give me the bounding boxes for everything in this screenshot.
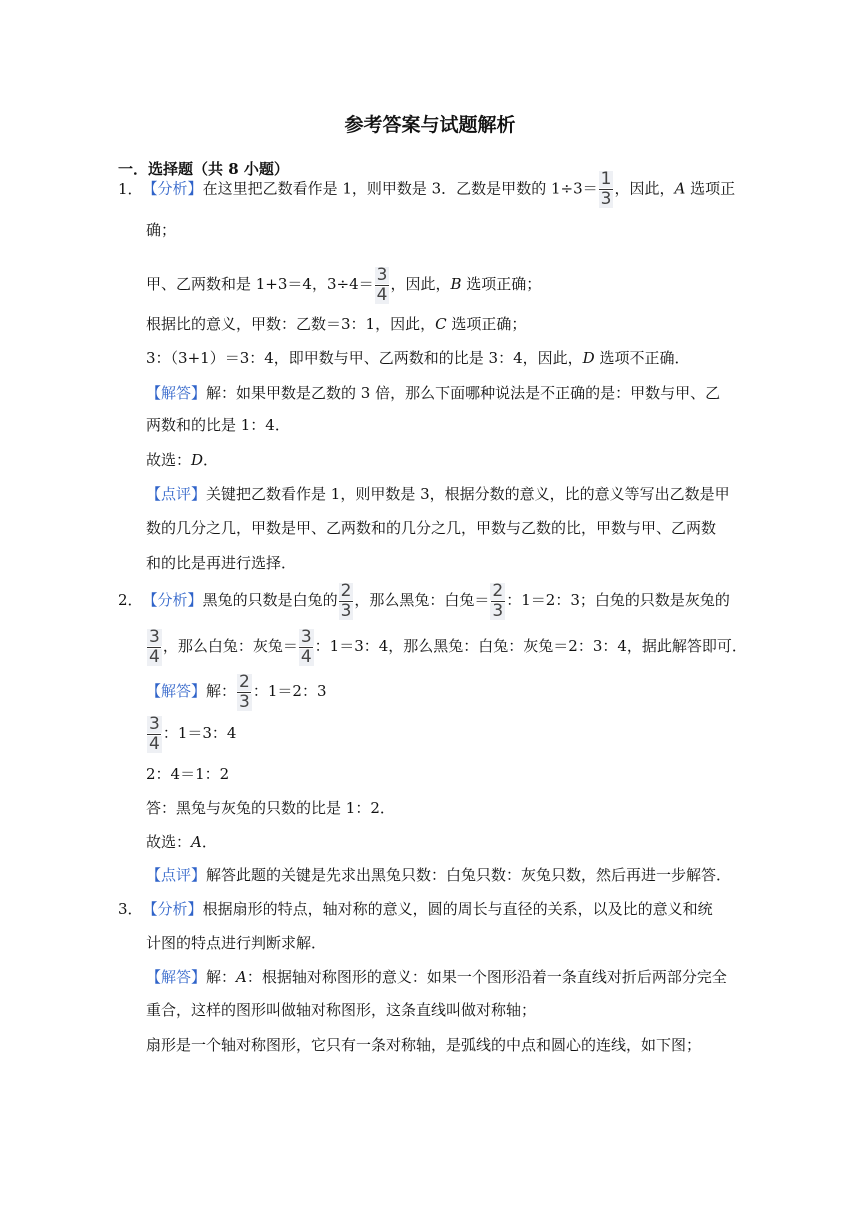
- text: 故选：: [146, 451, 192, 469]
- fraction-2-3: $\frac{2}{3}$: [492, 580, 504, 621]
- text: 选项正确；: [446, 315, 527, 333]
- q1-answer: [146, 449, 218, 471]
- q3-solution-line-2: 重合，这样的图形叫做轴对称图形，这条直线叫做对称轴；: [146, 1001, 537, 1019]
- text: ．: [201, 833, 217, 851]
- option-letter: B: [450, 275, 462, 293]
- text: 根据比的意义，甲数：乙数＝3：1，因此，: [146, 315, 436, 333]
- text: 解：: [206, 968, 237, 986]
- q1-comment-line-3: 和的比是再进行选择．: [146, 554, 297, 572]
- text: ，那么白兔：灰兔＝: [162, 637, 298, 655]
- q1-solution-line-1: [146, 382, 720, 404]
- text: 选项正确；: [461, 275, 542, 293]
- q1-comment-line-2: 数的几分之几，甲数是甲、乙两数和的几分之几，甲数与乙数的比，甲数与甲、乙两数: [146, 519, 717, 537]
- text: 解：: [206, 682, 237, 700]
- text: 3：（3+1）＝3：4，即甲数与甲、乙两数和的比是 3：4，因此，: [146, 349, 583, 367]
- q1-analysis-line-1: [118, 171, 735, 208]
- text: ，那么黑兔：白兔＝: [354, 591, 490, 609]
- q2-solution-line-1: [146, 672, 327, 711]
- text: 解答此题的关键是先求出黑兔只数：白兔只数：灰兔只数，然后再进一步解答．: [206, 866, 732, 884]
- q3-analysis-tag: 【分析】: [142, 900, 203, 918]
- q2-number: 2．: [118, 591, 143, 609]
- q1-analysis-line-4: [146, 313, 526, 335]
- text: ，因此，: [614, 179, 675, 198]
- text: ：1＝2：3；白兔的只数是灰兔的: [506, 591, 730, 609]
- text: 选项不正确．: [594, 349, 690, 367]
- q2-comment-line-1: [146, 864, 731, 886]
- q2-solution-line-4: 答：黑兔与灰兔的只数的比是 1：2．: [146, 799, 395, 817]
- fraction-3-4: $\frac{3}{4}$: [300, 626, 312, 667]
- page-title: 参考答案与试题解析: [344, 114, 516, 136]
- option-letter: A: [191, 833, 202, 851]
- text: ：1＝2：3: [252, 682, 327, 700]
- q1-analysis-text: 在这里把乙数看作是 1，则甲数是 3．乙数是甲数的 1÷3＝: [202, 179, 598, 198]
- q3-analysis-line-1: [118, 898, 713, 920]
- q2-solution-line-2: [146, 714, 236, 753]
- fraction-3-4: $\frac{3}{4}$: [149, 713, 160, 754]
- q3-analysis-line-2: 计图的特点进行判断求解．: [146, 934, 327, 952]
- option-letter: C: [435, 315, 447, 333]
- text: 关键把乙数看作是 1，则甲数是 3，根据分数的意义，比的意义等写出乙数是甲: [206, 485, 730, 503]
- fraction-3-4: $\frac{3}{4}$: [149, 626, 160, 667]
- text: 根据扇形的特点，轴对称的意义，圆的周长与直径的关系，以及比的意义和统: [202, 900, 713, 918]
- text: ．: [203, 451, 219, 469]
- text: 选项正: [685, 179, 736, 198]
- text: 甲、乙两数和是 1+3＝4，3÷4＝: [146, 275, 374, 293]
- fraction-2-3: $\frac{2}{3}$: [239, 671, 250, 712]
- q2-solution-tag: 【解答】: [146, 682, 207, 700]
- q1-comment-line-1: [146, 483, 730, 505]
- q3-solution-tag: 【解答】: [146, 968, 207, 986]
- option-letter: D: [191, 451, 204, 469]
- q2-solution-line-3: 2：4＝1：2: [146, 765, 230, 783]
- q2-analysis-line-1: [118, 581, 730, 620]
- q1-analysis-line-5: [146, 347, 689, 369]
- q3-solution-line-3: 扇形是一个轴对称图形，它只有一条对称轴，是弧线的中点和圆心的连线，如下图；: [146, 1036, 702, 1054]
- q1-number: 1．: [118, 179, 143, 198]
- text: ：1＝3：4，那么黑兔：白兔：灰兔＝2：3：4，据此解答即可．: [314, 637, 747, 655]
- q1-comment-tag: 【点评】: [146, 485, 207, 503]
- option-letter: A: [236, 968, 247, 986]
- q1-solution-tag: 【解答】: [146, 384, 207, 402]
- q2-answer: [146, 831, 217, 853]
- option-letter: A: [674, 179, 686, 198]
- q1-solution-line-2: 两数和的比是 1：4．: [146, 416, 290, 434]
- text: ，因此，: [390, 275, 451, 293]
- text: 黑兔的只数是白兔的: [202, 591, 338, 609]
- q2-analysis-tag: 【分析】: [142, 591, 203, 609]
- text: ：根据轴对称图形的意义：如果一个图形沿着一条直线对折后两部分完全: [246, 968, 727, 986]
- text: ：1＝3：4: [162, 724, 237, 742]
- q3-number: 3．: [118, 900, 143, 918]
- fraction-2-3: $\frac{2}{3}$: [340, 580, 352, 621]
- fraction-3-4: $\frac{3}{4}$: [376, 264, 388, 305]
- text: 解：如果甲数是乙数的 3 倍，那么下面哪种说法是不正确的是：甲数与甲、乙: [206, 384, 721, 402]
- fraction-1-3: $\frac{1}{3}$: [600, 169, 612, 209]
- q2-comment-tag: 【点评】: [146, 866, 207, 884]
- section-heading: 一．选择题（共 8 小题）: [118, 160, 289, 178]
- q3-solution-line-1: [146, 966, 727, 988]
- text: 故选：: [146, 833, 192, 851]
- option-letter: D: [582, 349, 595, 367]
- q1-analysis-line-2: 确；: [146, 221, 177, 239]
- q2-analysis-line-2: [146, 627, 747, 666]
- q1-analysis-line-3: [146, 265, 541, 304]
- q1-analysis-tag: 【分析】: [142, 179, 203, 198]
